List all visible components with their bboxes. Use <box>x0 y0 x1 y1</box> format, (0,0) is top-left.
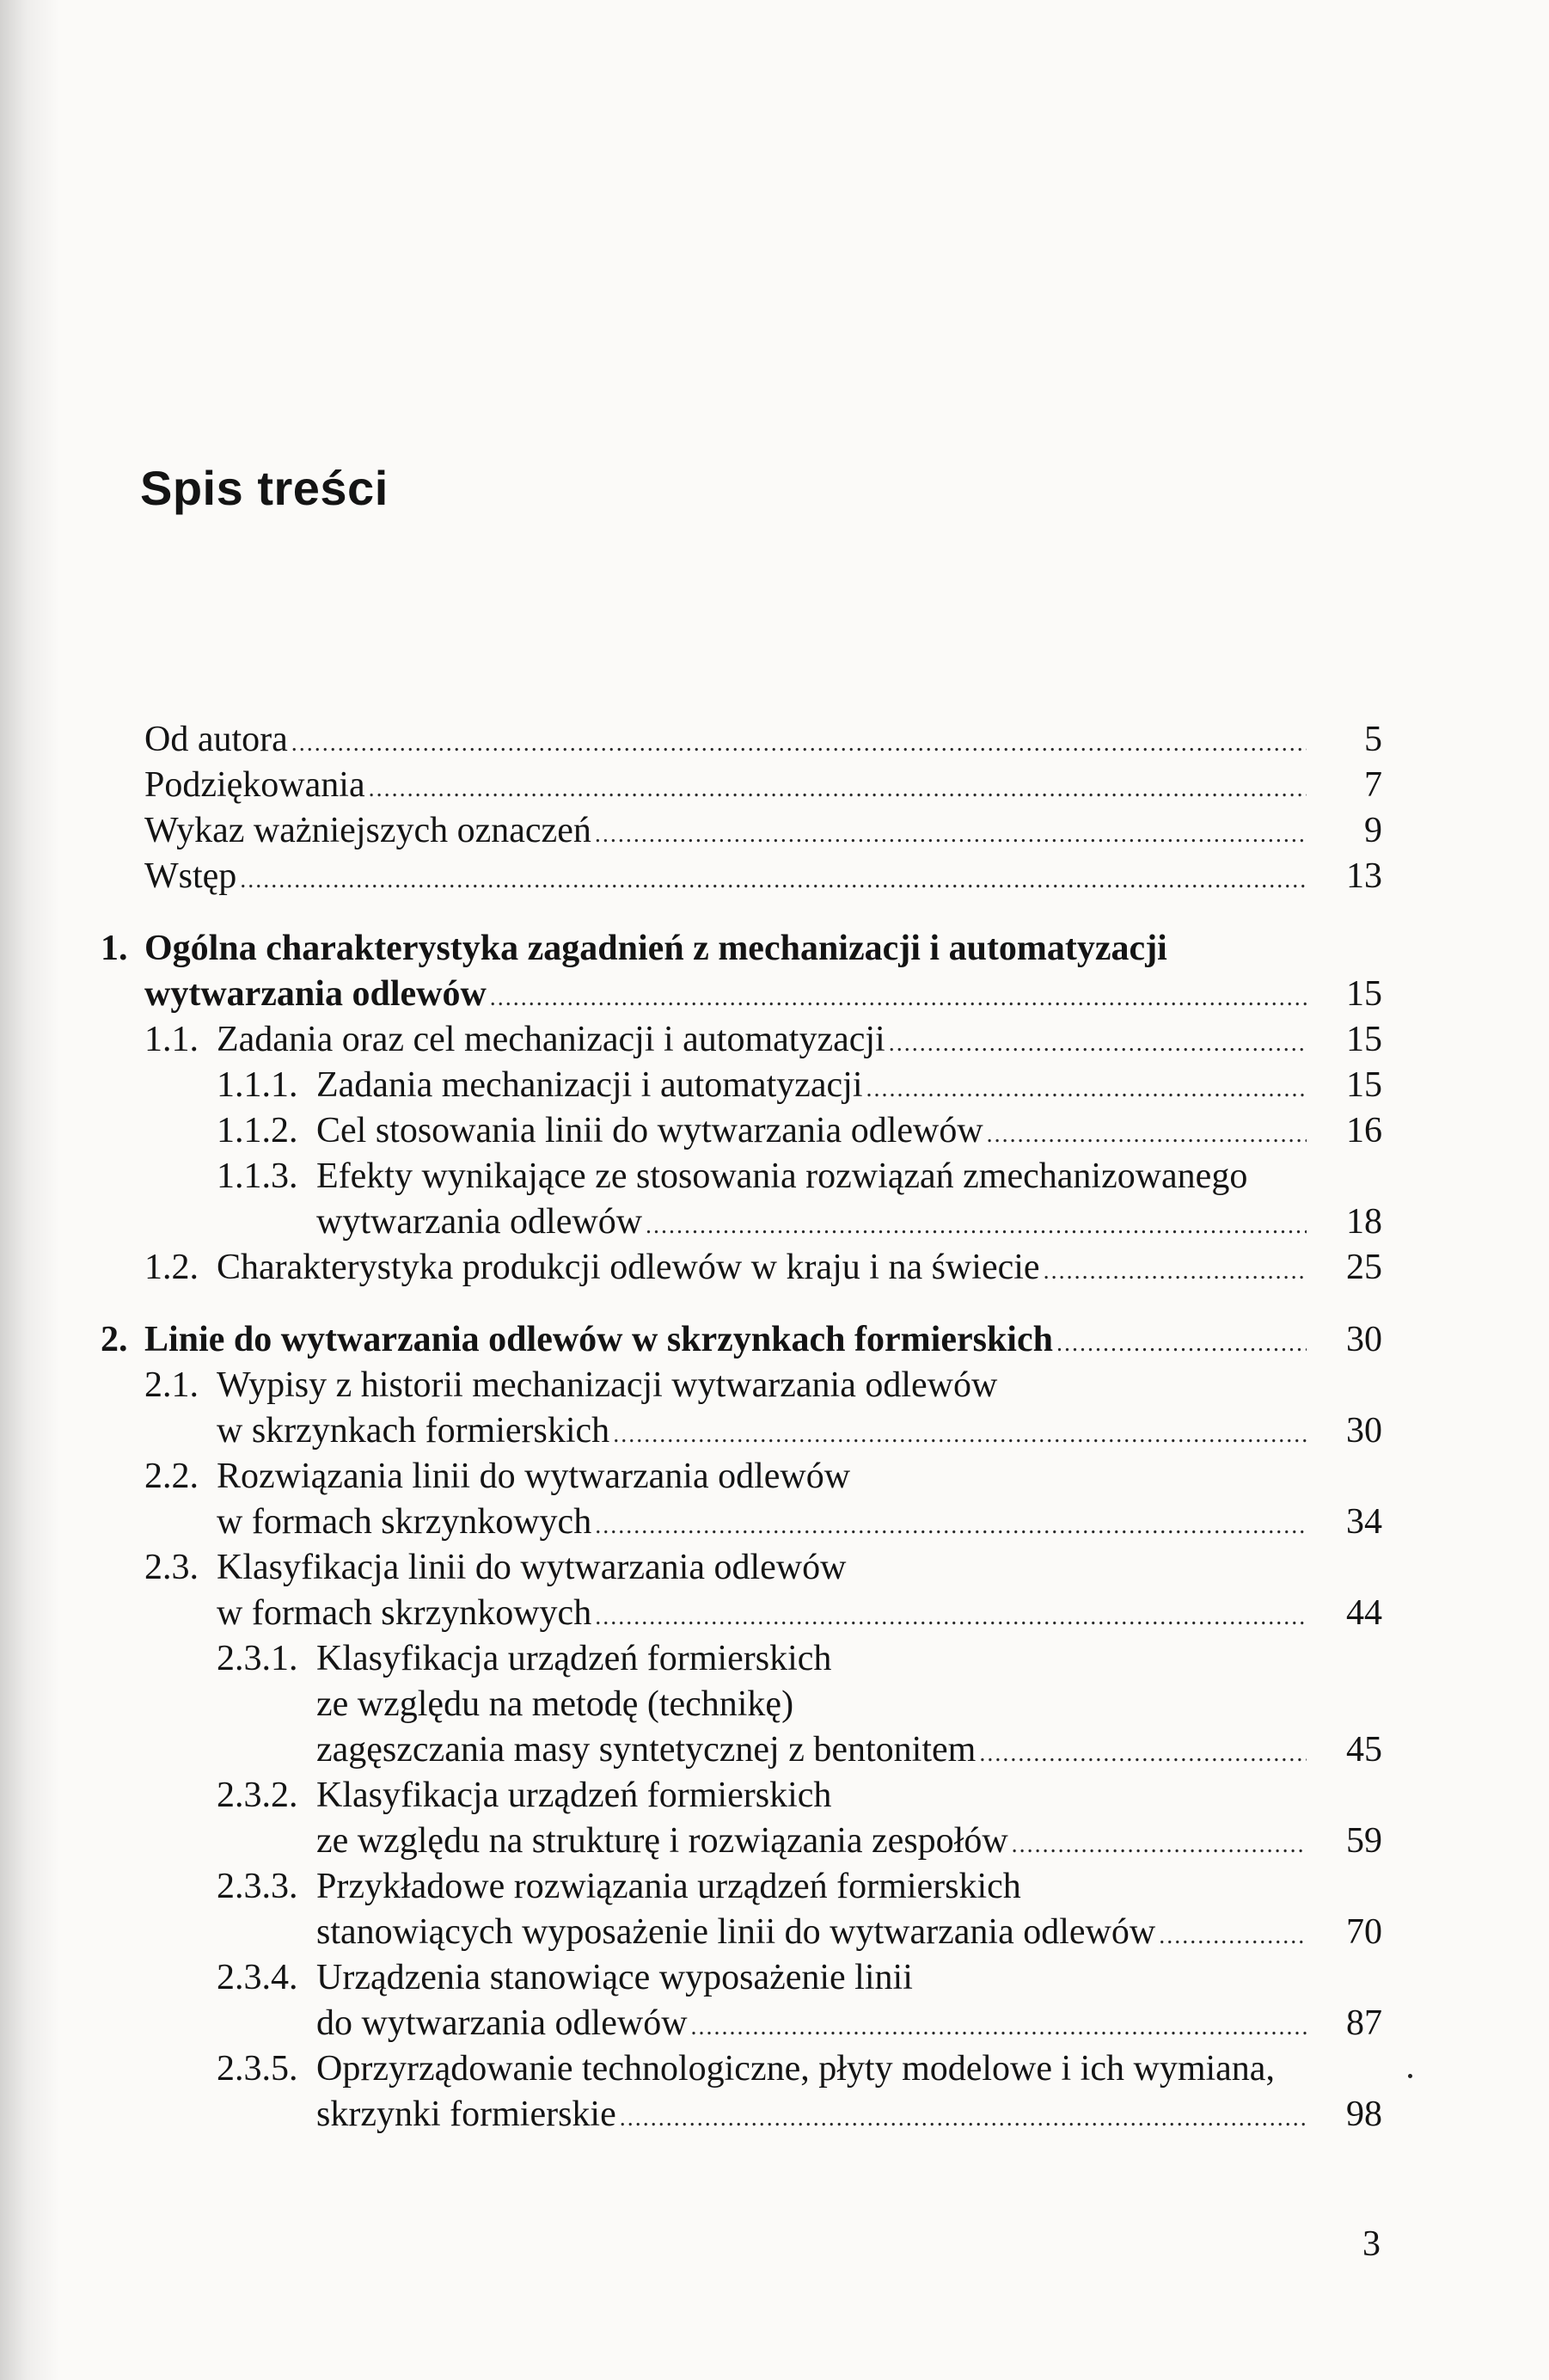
leader-dots <box>487 977 1307 1020</box>
leader-dots <box>642 1205 1307 1248</box>
toc-entry[interactable] <box>0 855 1549 898</box>
toc-page-number: 87 <box>1346 2003 1382 2043</box>
toc-entry[interactable] <box>0 1064 1549 1107</box>
toc-entry-line <box>0 1637 1549 1680</box>
toc-page-number: 59 <box>1346 1821 1382 1861</box>
toc-entry-label: zagęszczania masy syntetycznej z bentonitem <box>316 1730 977 1770</box>
toc-entry-label-line: Ogólna charakterystyka zagadnień z mechanizacji i automatyzacji <box>144 929 1167 968</box>
leader-dots <box>288 722 1307 765</box>
toc-entry[interactable] <box>0 2093 1549 2136</box>
toc-entry-label: Cel stosowania linii do wytwarzania odlewów <box>316 1111 983 1150</box>
toc-entry-label: Wstęp <box>144 856 237 896</box>
toc-entry-label-line: ze względu na metodę (technikę) <box>316 1684 794 1724</box>
toc-page-number: 18 <box>1346 1202 1382 1242</box>
toc-entry-line <box>0 1546 1549 1589</box>
toc-number: 2.2. <box>144 1457 199 1496</box>
page-title: Spis treści <box>140 461 389 515</box>
toc-page-number: 44 <box>1346 1593 1382 1633</box>
toc-page-number: 5 <box>1364 720 1382 759</box>
leader-dots <box>591 1596 1307 1639</box>
toc-entry-label: Wykaz ważniejszych oznaczeń <box>144 811 591 850</box>
toc-entry-label-line: Oprzyrządowanie technologiczne, płyty modelowe i ich wymiana, <box>316 2049 1275 2089</box>
toc-page-number: 45 <box>1346 1730 1382 1770</box>
toc-entry-line <box>0 2047 1549 2090</box>
leader-dots <box>591 813 1307 856</box>
toc-chapter-heading-line <box>0 927 1549 970</box>
leader-dots <box>1008 1824 1307 1867</box>
toc-entry[interactable] <box>0 764 1549 807</box>
toc-page-number: 15 <box>1346 1065 1382 1105</box>
toc-entry-label: w formach skrzynkowych <box>217 1502 592 1542</box>
toc-chapter-entry[interactable] <box>0 1318 1549 1361</box>
toc-entry-label: ze względu na strukturę i rozwiązania zespołów <box>316 1821 1008 1861</box>
toc-entry-line <box>0 1455 1549 1498</box>
toc-entry[interactable] <box>0 809 1549 852</box>
toc-entry-label: w skrzynkach formierskich <box>217 1411 610 1451</box>
toc-entry[interactable] <box>0 1592 1549 1635</box>
toc-page-number: 98 <box>1346 2095 1382 2134</box>
leader-dots <box>591 1505 1307 1548</box>
toc-entry[interactable] <box>0 718 1549 761</box>
toc-number: 2.1. <box>144 1365 199 1405</box>
toc-entry-line <box>0 1774 1549 1817</box>
toc-page-number: 70 <box>1346 1912 1382 1952</box>
toc-page-number: 30 <box>1346 1411 1382 1451</box>
toc-entry-line <box>0 1155 1549 1198</box>
scan-speck <box>1408 2074 1412 2078</box>
leader-dots <box>863 1068 1307 1111</box>
toc-entry[interactable] <box>0 1500 1549 1543</box>
toc-number: 2.3.2. <box>217 1776 298 1815</box>
toc-page-number: 15 <box>1346 1020 1382 1059</box>
toc-entry[interactable] <box>0 1200 1549 1243</box>
toc-chapter-entry[interactable] <box>0 972 1549 1015</box>
toc-number: 1.1.2. <box>217 1111 298 1150</box>
toc-entry-line <box>0 1683 1549 1726</box>
toc-entry-label: Od autora <box>144 720 288 759</box>
toc-entry-line <box>0 1956 1549 1999</box>
toc-entry-label-line: Przykładowe rozwiązania urządzeń formierskich <box>316 1867 1021 1906</box>
toc-entry-label-line: Wypisy z historii mechanizacji wytwarzania odlewów <box>217 1365 998 1405</box>
toc-entry-label: do wytwarzania odlewów <box>316 2003 688 2043</box>
toc-entry-label-line: Urządzenia stanowiące wyposażenie linii <box>316 1958 913 1997</box>
toc-number: 2.3.5. <box>217 2049 298 2089</box>
toc-number: 1. <box>101 929 128 968</box>
toc-entry-label: wytwarzania odlewów <box>144 974 487 1014</box>
toc-page-number: 9 <box>1364 811 1382 850</box>
toc-page-number: 13 <box>1346 856 1382 896</box>
toc-entry[interactable] <box>0 2002 1549 2045</box>
toc-page-number: 16 <box>1346 1111 1382 1150</box>
toc-entry[interactable] <box>0 1109 1549 1152</box>
toc-entry-line <box>0 1364 1549 1407</box>
leader-dots <box>976 1733 1307 1776</box>
toc-entry[interactable] <box>0 1911 1549 1954</box>
toc-number: 2.3. <box>144 1548 199 1587</box>
leader-dots <box>365 768 1307 811</box>
toc-entry-label-line: Klasyfikacja linii do wytwarzania odlewów <box>217 1548 847 1587</box>
toc-entry-label: Zadania oraz cel mechanizacji i automatyzacji <box>217 1020 885 1059</box>
toc-entry-label: Linie do wytwarzania odlewów w skrzynkach formierskich <box>144 1320 1053 1359</box>
toc-number: 1.1.3. <box>217 1156 298 1196</box>
toc-number: 2. <box>101 1320 128 1359</box>
leader-dots <box>1053 1322 1307 1365</box>
toc-entry[interactable] <box>0 1728 1549 1771</box>
toc-entry-label: Podziękowania <box>144 765 365 805</box>
toc-entry-label: Zadania mechanizacji i automatyzacji <box>316 1065 863 1105</box>
toc-page-number: 15 <box>1346 974 1382 1014</box>
toc-entry[interactable] <box>0 1409 1549 1452</box>
toc-entry-label-line: Rozwiązania linii do wytwarzania odlewów <box>217 1457 851 1496</box>
leader-dots <box>688 2006 1307 2049</box>
toc-entry-label-line: Klasyfikacja urządzeń formierskich <box>316 1639 832 1678</box>
toc-entry-label: stanowiących wyposażenie linii do wytwarzania odlewów <box>316 1912 1156 1952</box>
leader-dots <box>885 1022 1307 1065</box>
toc-entry-label-line: Klasyfikacja urządzeń formierskich <box>316 1776 832 1815</box>
leader-dots <box>609 1414 1307 1457</box>
toc-entry[interactable] <box>0 1246 1549 1289</box>
toc-number: 1.1. <box>144 1020 199 1059</box>
toc-entry-line <box>0 1865 1549 1908</box>
leader-dots <box>616 2097 1307 2140</box>
toc-page-number: 34 <box>1346 1502 1382 1542</box>
leader-dots <box>1040 1250 1307 1293</box>
page-folio-number: 3 <box>1362 2224 1381 2264</box>
toc-entry-label: skrzynki formierskie <box>316 2095 616 2134</box>
toc-number: 1.2. <box>144 1248 199 1287</box>
toc-entry[interactable] <box>0 1819 1549 1862</box>
toc-entry-label: w formach skrzynkowych <box>217 1593 592 1633</box>
leader-dots <box>1155 1915 1307 1958</box>
toc-page-number: 30 <box>1346 1320 1382 1359</box>
toc-page-number: 7 <box>1364 765 1382 805</box>
toc-entry-label: Charakterystyka produkcji odlewów w kraju i na świecie <box>217 1248 1040 1287</box>
leader-dots <box>236 859 1307 902</box>
toc-page-number: 25 <box>1346 1248 1382 1287</box>
toc-number: 1.1.1. <box>217 1065 298 1105</box>
toc-number: 2.3.1. <box>217 1639 298 1678</box>
toc-entry-label-line: Efekty wynikające ze stosowania rozwiązań zmechanizowanego <box>316 1156 1248 1196</box>
toc-number: 2.3.3. <box>217 1867 298 1906</box>
toc-entry[interactable] <box>0 1018 1549 1061</box>
toc-number: 2.3.4. <box>217 1958 298 1997</box>
leader-dots <box>983 1113 1307 1156</box>
toc-entry-label: wytwarzania odlewów <box>316 1202 643 1242</box>
